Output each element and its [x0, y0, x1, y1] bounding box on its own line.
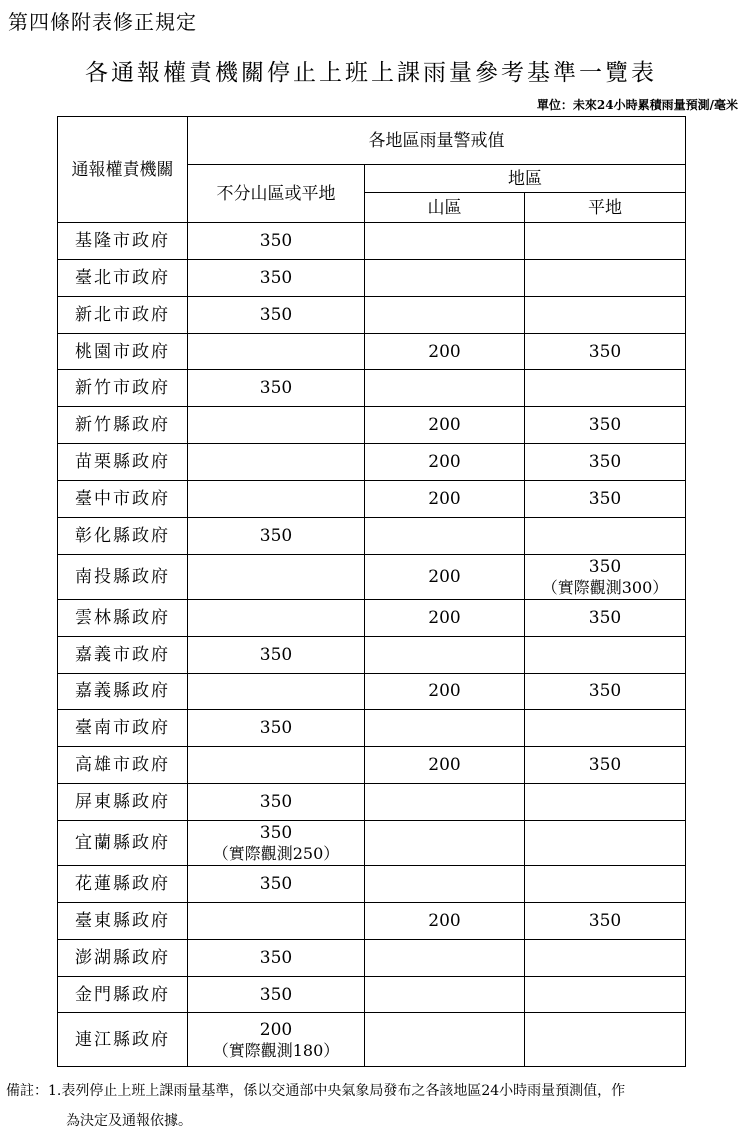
- all-area-cell-value: 350: [259, 378, 293, 399]
- agency-cell: 嘉義縣政府: [58, 673, 188, 710]
- all-area-cell-value: 350: [259, 304, 293, 325]
- all-area-cell: [188, 1013, 365, 1067]
- rainfall-threshold-table: [57, 116, 686, 1067]
- all-area-cell-value: 350: [259, 822, 293, 843]
- agency-cell: 臺南市政府: [58, 710, 188, 747]
- agency-cell: 雲林縣政府: [58, 599, 188, 636]
- mountain-cell: [365, 599, 525, 636]
- table-row: [58, 1013, 686, 1067]
- all-area-cell: [188, 820, 365, 865]
- table-row: [58, 370, 686, 407]
- all-area-cell-value: 350: [259, 525, 293, 546]
- all-area-cell: [188, 444, 365, 481]
- plain-cell: [525, 407, 686, 444]
- table-row: [58, 259, 686, 296]
- all-area-cell: [188, 747, 365, 784]
- plain-cell: [525, 636, 686, 673]
- all-area-cell: [188, 223, 365, 260]
- mountain-cell-value: 200: [428, 755, 461, 776]
- mountain-cell: [365, 481, 525, 518]
- agency-cell: 嘉義市政府: [58, 636, 188, 673]
- plain-cell-value: 350: [588, 341, 622, 362]
- table-row: [58, 902, 686, 939]
- agency-cell: 桃園市政府: [58, 333, 188, 370]
- plain-cell-value: 350: [588, 452, 622, 473]
- table-row: [58, 517, 686, 554]
- all-area-cell-value: 350: [259, 718, 293, 739]
- agency-cell: 花蓮縣政府: [58, 866, 188, 903]
- all-area-cell: [188, 554, 365, 599]
- agency-cell: 南投縣政府: [58, 554, 188, 599]
- table-row: [58, 747, 686, 784]
- plain-cell: [525, 902, 686, 939]
- agency-cell: 澎湖縣政府: [58, 939, 188, 976]
- plain-cell-value: 350: [588, 755, 622, 776]
- mountain-cell: [365, 673, 525, 710]
- mountain-cell: [365, 784, 525, 821]
- table-row: [58, 444, 686, 481]
- all-area-cell: [188, 481, 365, 518]
- all-area-cell: [188, 710, 365, 747]
- plain-cell: [525, 747, 686, 784]
- all-area-cell: [188, 902, 365, 939]
- agency-cell: 屏東縣政府: [58, 784, 188, 821]
- plain-cell: [525, 599, 686, 636]
- agency-cell: 彰化縣政府: [58, 517, 188, 554]
- mountain-cell-value: 200: [428, 488, 461, 509]
- mountain-cell: [365, 407, 525, 444]
- plain-cell: [525, 710, 686, 747]
- all-area-cell: [188, 939, 365, 976]
- agency-cell: 苗栗縣政府: [58, 444, 188, 481]
- all-area-cell-value: 350: [259, 984, 293, 1005]
- agency-cell: 臺北市政府: [58, 259, 188, 296]
- plain-cell-value: 350: [588, 488, 622, 509]
- all-area-cell-value: 350: [259, 267, 293, 288]
- plain-cell-value: 350: [588, 556, 622, 577]
- all-area-cell: [188, 784, 365, 821]
- table-row: [58, 866, 686, 903]
- mountain-cell: [365, 444, 525, 481]
- plain-cell: [525, 333, 686, 370]
- mountain-cell: [365, 333, 525, 370]
- all-area-cell-value: 350: [259, 230, 293, 251]
- table-row: [58, 636, 686, 673]
- mountain-cell-value: 200: [428, 452, 461, 473]
- page-title: 各通報權責機關停止上班上課雨量參考基準一覽表: [85, 60, 657, 86]
- table-row: [58, 599, 686, 636]
- all-area-cell: [188, 636, 365, 673]
- header-plain: 平地: [525, 193, 686, 223]
- mountain-cell: [365, 1013, 525, 1067]
- mountain-cell-value: 200: [428, 681, 461, 702]
- plain-cell: [525, 554, 686, 599]
- mountain-cell-value: 200: [428, 607, 461, 628]
- all-area-cell-observed-note: （實際觀測250）: [212, 843, 340, 863]
- header-warning-values: 各地區雨量警戒值: [188, 117, 686, 165]
- article-heading: 第四條附表修正規定: [8, 10, 197, 34]
- agency-cell: 連江縣政府: [58, 1013, 188, 1067]
- agency-cell: 臺中市政府: [58, 481, 188, 518]
- plain-cell-value: 350: [588, 681, 622, 702]
- mountain-cell: [365, 223, 525, 260]
- table-row: [58, 939, 686, 976]
- mountain-cell: [365, 517, 525, 554]
- footnote-line-2: 為決定及通報依據。: [66, 1113, 192, 1129]
- mountain-cell: [365, 902, 525, 939]
- plain-cell: [525, 673, 686, 710]
- all-area-cell-value: 350: [259, 792, 293, 813]
- plain-cell: [525, 223, 686, 260]
- table-row: [58, 481, 686, 518]
- plain-cell: [525, 820, 686, 865]
- all-area-cell-value: 350: [259, 947, 293, 968]
- mountain-cell: [365, 259, 525, 296]
- table-row: [58, 710, 686, 747]
- all-area-cell: [188, 599, 365, 636]
- plain-cell: [525, 784, 686, 821]
- mountain-cell: [365, 939, 525, 976]
- table-row: [58, 673, 686, 710]
- plain-cell-value: 350: [588, 607, 622, 628]
- plain-cell: [525, 1013, 686, 1067]
- plain-cell: [525, 370, 686, 407]
- table-row: [58, 554, 686, 599]
- mountain-cell: [365, 747, 525, 784]
- plain-cell: [525, 481, 686, 518]
- plain-cell-observed-note: （實際觀測300）: [541, 577, 669, 597]
- footnote-line-1: 備註：1.表列停止上班上課雨量基準，係以交通部中央氣象局發布之各該地區24小時雨量預測值，作: [6, 1083, 626, 1099]
- plain-cell: [525, 976, 686, 1013]
- agency-cell: 金門縣政府: [58, 976, 188, 1013]
- all-area-cell: [188, 517, 365, 554]
- table-row: [58, 407, 686, 444]
- mountain-cell: [365, 370, 525, 407]
- plain-cell: [525, 939, 686, 976]
- header-agency: 通報權責機關: [58, 117, 188, 223]
- mountain-cell-value: 200: [428, 415, 461, 436]
- mountain-cell: [365, 866, 525, 903]
- table-row: [58, 223, 686, 260]
- all-area-cell: [188, 407, 365, 444]
- all-area-cell: [188, 296, 365, 333]
- plain-cell: [525, 296, 686, 333]
- agency-cell: 臺東縣政府: [58, 902, 188, 939]
- plain-cell: [525, 259, 686, 296]
- mountain-cell: [365, 710, 525, 747]
- footnote: [6, 1076, 736, 1136]
- table-row: [58, 820, 686, 865]
- all-area-cell: [188, 370, 365, 407]
- table-row: [58, 784, 686, 821]
- plain-cell-value: 350: [588, 910, 622, 931]
- header-mountain: 山區: [365, 193, 525, 223]
- table-row: [58, 976, 686, 1013]
- agency-cell: 新竹縣政府: [58, 407, 188, 444]
- plain-cell-value: 350: [588, 415, 622, 436]
- unit-label: 單位：未來24小時累積雨量預測/毫米: [536, 98, 738, 112]
- mountain-cell: [365, 296, 525, 333]
- header-no-split: 不分山區或平地: [188, 165, 365, 223]
- agency-cell: 宜蘭縣政府: [58, 820, 188, 865]
- all-area-cell: [188, 976, 365, 1013]
- mountain-cell: [365, 636, 525, 673]
- agency-cell: 新北市政府: [58, 296, 188, 333]
- plain-cell: [525, 517, 686, 554]
- header-region: 地區: [365, 165, 686, 193]
- all-area-cell: [188, 259, 365, 296]
- mountain-cell: [365, 820, 525, 865]
- table-row: [58, 296, 686, 333]
- mountain-cell: [365, 554, 525, 599]
- all-area-cell: [188, 333, 365, 370]
- mountain-cell-value: 200: [428, 566, 461, 587]
- mountain-cell-value: 200: [428, 910, 461, 931]
- agency-cell: 新竹市政府: [58, 370, 188, 407]
- plain-cell: [525, 444, 686, 481]
- all-area-cell-value: 200: [259, 1019, 293, 1040]
- all-area-cell-observed-note: （實際觀測180）: [212, 1040, 340, 1060]
- table-row: [58, 333, 686, 370]
- all-area-cell: [188, 673, 365, 710]
- all-area-cell: [188, 866, 365, 903]
- mountain-cell-value: 200: [428, 341, 461, 362]
- plain-cell: [525, 866, 686, 903]
- mountain-cell: [365, 976, 525, 1013]
- agency-cell: 基隆市政府: [58, 223, 188, 260]
- all-area-cell-value: 350: [259, 644, 293, 665]
- all-area-cell-value: 350: [259, 873, 293, 894]
- agency-cell: 高雄市政府: [58, 747, 188, 784]
